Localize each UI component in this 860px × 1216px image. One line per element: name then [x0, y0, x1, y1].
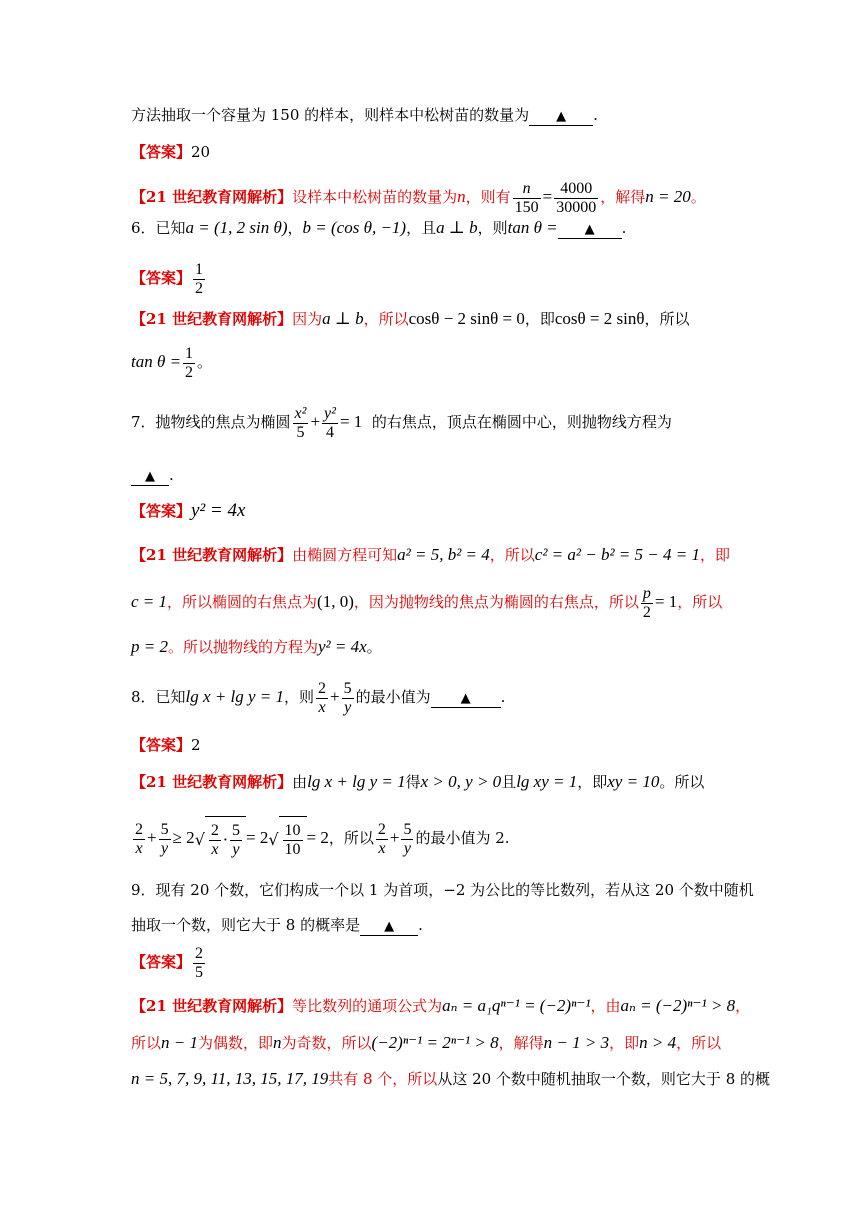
question-7-line-2: ▲ . [131, 465, 731, 486]
answer-blank: ▲ [431, 691, 501, 708]
answer-5: 【答案】20 [131, 143, 211, 161]
analysis-label: 【21 世纪教育网解析】 [131, 773, 293, 791]
question-7-line-1: 7．抛物线的焦点为椭圆 $\frac{\text{x²}}{5}$ + $\frac{\text{y²}}{4}$ = 1 的右焦点，顶点在椭圆中心，则抛物线方程为 [131, 404, 672, 441]
answer-label: 【答案】 [131, 953, 192, 971]
answer-label: 【答案】 [131, 736, 192, 754]
fraction: $\frac{p}{2}$ [642, 584, 651, 621]
question-9-line-1: 9．现有 20 个数，它们构成一个以 1 为首项，−2 为公比的等比数列，若从这 20 个数中随机 [131, 881, 754, 899]
answer-blank: ▲ [360, 919, 418, 936]
question-6: 6．已知a = (1, 2 sin θ)，b = (cos θ, −1)，且a ⊥ b，则tan θ = ▲ . [131, 218, 627, 237]
answer-9 [131, 942, 731, 982]
answer-blank: ▲ [558, 222, 622, 239]
fraction: $\frac{1}{2}$ [195, 260, 204, 297]
fraction: $\frac{5}{y}$ [160, 820, 169, 857]
answer-blank: ▲ [529, 109, 593, 126]
fraction: $\frac{2}{5}$ [195, 944, 204, 981]
analysis-label: 【21 世纪教育网解析】 [131, 997, 293, 1015]
fraction: $\frac{5}{y}$ [343, 679, 352, 716]
question-5-tail: 方法抽取一个容量为 150 的样本，则样本中松树苗的数量为 ▲ . [131, 106, 598, 124]
analysis-7-line-3: p = 2。所以抛物线的方程为y² = 4x。 [131, 637, 382, 656]
fraction: $\frac{2}{x}$ [135, 820, 143, 857]
answer-label: 【答案】 [131, 269, 192, 287]
analysis-7-line-2: c = 1，所以椭圆的右焦点为(1, 0)，因为抛物线的焦点为椭圆的右焦点，所以 $\frac{p}{2}$ = 1，所以 [131, 584, 723, 621]
answer-label: 【答案】 [131, 143, 192, 161]
fraction: $\frac{5}{y}$ [403, 820, 412, 857]
answer-7: 【答案】y² = 4x [131, 500, 246, 521]
answer-label: 【答案】 [131, 502, 192, 520]
analysis-9-line-2: 所以n − 1为偶数，即n为奇数，所以(−2)ⁿ⁻¹ = 2ⁿ⁻¹ > 8，解得n − 1 > 3，即n > 4，所以 [131, 1033, 722, 1052]
analysis-label: 【21 世纪教育网解析】 [131, 310, 293, 328]
analysis-label: 【21 世纪教育网解析】 [131, 546, 293, 564]
fraction: $\frac{\text{y²}}{4}$ [324, 404, 336, 441]
answer-6 [131, 258, 731, 298]
analysis-6-line-2: tan θ = $\frac{1}{2}$ 。 [131, 344, 213, 381]
answer-blank: ▲ [131, 469, 169, 486]
fraction: $\frac{2}{x}$ [377, 820, 386, 857]
analysis-9-line-3: n = 5, 7, 9, 11, 13, 15, 17, 19共有 8 个，所以从这 20 个数中随机抽取一个数，则它大于 8 的概 [131, 1069, 771, 1088]
sqrt: √ $\frac{10}{10}$ [268, 816, 306, 863]
analysis-8-line-2: $\frac{2}{x}$ + $\frac{5}{y}$ ≥ 2√ $\frac{2}{x}$ · $\frac{5}{y}$ = 2√ $\frac{10}{10}$ = 2，所以 $\frac{2}{x}$ + $\frac{5}{y}$ 的最小值为 2. [131, 815, 731, 861]
analysis-6-line-1: 【21 世纪教育网解析】因为a ⊥ b，所以cosθ − 2 sinθ = 0，即cosθ = 2 sinθ，所以 [131, 309, 690, 328]
sqrt: √ $\frac{2}{x}$ · $\frac{5}{y}$ [195, 816, 246, 863]
analysis-7-line-1: 【21 世纪教育网解析】由椭圆方程可知a² = 5, b² = 4，所以c² = a² − b² = 5 − 4 = 1，即 [131, 545, 730, 564]
analysis-9-line-1: 【21 世纪教育网解析】等比数列的通项公式为aₙ = a₁qⁿ⁻¹ = (−2)ⁿ⁻¹，由aₙ = (−2)ⁿ⁻¹ > 8， [131, 996, 751, 1015]
fraction: $\frac{2}{x}$ [318, 679, 327, 716]
fraction: $\frac{\text{x²}}{5}$ [294, 404, 307, 441]
analysis-label: 【21 世纪教育网解析】 [131, 188, 293, 206]
analysis-8-line-1: 【21 世纪教育网解析】由lg x + lg y = 1得x > 0, y > 0且lg xy = 1，即xy = 10。所以 [131, 772, 705, 791]
fraction: $\frac{4000}{30000}$ [556, 179, 597, 216]
fraction: $\frac{1}{2}$ [185, 344, 194, 381]
fraction: $\frac{n}{150}$ [514, 179, 539, 216]
question-8: 8．已知lg x + lg y = 1，则 $\frac{2}{x}$ + $\frac{5}{y}$ 的最小值为 ▲ . [131, 679, 506, 716]
analysis-5: 【21 世纪教育网解析】设样本中松树苗的数量为n，则有 $\frac{n}{150}$ = $\frac{4000}{30000}$ ，解得n = 20。 [131, 179, 706, 216]
answer-8: 【答案】2 [131, 736, 201, 754]
question-9-line-2: 抽取一个数，则它大于 8 的概率是 ▲ . [131, 916, 423, 934]
